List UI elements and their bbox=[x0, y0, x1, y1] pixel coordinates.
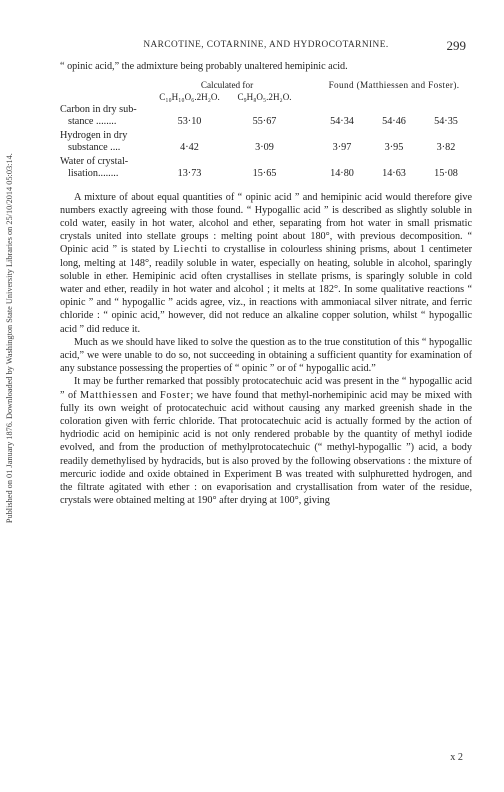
analysis-table bbox=[60, 80, 472, 181]
row-label bbox=[60, 130, 152, 155]
row-label bbox=[60, 104, 152, 129]
calc-value-1: 53·10 bbox=[177, 116, 202, 127]
paragraph-3-text-a: It may be further remarked that possibly protocatechuic acid was present in the “ hypogallic acid ” of bbox=[60, 376, 472, 401]
running-head bbox=[60, 40, 472, 56]
found-value-2: 54·46 bbox=[382, 116, 406, 127]
row-label-line-2: stance ........ bbox=[68, 116, 117, 127]
calc-value-1: 13·73 bbox=[177, 168, 202, 179]
signature-mark: x 2 bbox=[450, 752, 463, 763]
row-label-line-1: Hydrogen in dry bbox=[60, 129, 128, 141]
intro-paragraph: “ opinic acid,” the admixture being probably unaltered hemipinic acid. bbox=[60, 61, 348, 72]
body-text bbox=[60, 191, 472, 508]
row-label bbox=[60, 156, 152, 181]
calc-value-2: 3·09 bbox=[255, 142, 274, 153]
author-name-liechti: Liechti bbox=[173, 244, 208, 256]
paragraph-3-mid: and bbox=[138, 389, 160, 401]
paragraph-3 bbox=[60, 375, 472, 507]
row-label-line-1: Water of crystal- bbox=[60, 155, 129, 167]
paragraph-3-text-b: ; we have found that methyl-norhemipinic acid may be mixed with fully its own weight of protocatechuic acid without causing any marked greenish shade in the coloration given with ferric chloride. That protocatechuic acid is actually formed by the action of hydriodic acid on hemipinic acid is not only rendered probable by the quantity of methyl iodide evolved, and from the production of methylprotocatechuic (“ methyl-hypogallic ”) acid, a body readily demethylised by hydracids, but is also proved by the following observations : the mixture of mercuric iodide and oxide obtained in Experiment B was treated with sulphuretted hydrogen, and the filtrate agitated with ether : on evaporisation and crystallisation from water of the residue, crystals were obtained melting at 190° after drying at 100°, giving bbox=[60, 389, 472, 507]
calculated-head: Calculated for bbox=[200, 79, 254, 90]
formula-2: C₉H₈O₅.2H₂O. bbox=[237, 91, 292, 102]
formula-spacer bbox=[60, 92, 152, 103]
found-value-2: 3·95 bbox=[384, 142, 404, 153]
found-value-2: 14·63 bbox=[382, 168, 406, 179]
calc-value-2: 55·67 bbox=[252, 116, 277, 127]
table-row-hydrogen bbox=[60, 130, 472, 155]
row-label-line-1: Carbon in dry sub- bbox=[60, 103, 137, 115]
found-value-1: 14·80 bbox=[330, 168, 354, 179]
row-label-line-2: substance .... bbox=[68, 142, 121, 153]
row-label-line-2: lisation........ bbox=[68, 168, 119, 179]
found-head: Found (Matthiessen and Foster). bbox=[328, 79, 460, 90]
paragraph-1-text-a: A mixture of about equal quantities of “ opinic acid ” and hemipinic acid would therefore give numbers exactly agreeing with those found. “ Hypogallic acid ” is described as slightly soluble in cold water, easily in hot water, alcohol and ether, separating from hot water in small prismatic crystals united into stellate groups : melting point about 180°, with previous decomposition. “ Opinic acid ” is stated by bbox=[60, 191, 472, 256]
found-value-3: 3·82 bbox=[436, 142, 456, 153]
calc-value-1: 4·42 bbox=[180, 142, 199, 153]
table-row-water bbox=[60, 156, 472, 181]
found-value-1: 54·34 bbox=[330, 116, 354, 127]
download-notice: Published on 01 January 1876. Downloaded by Washington State University Libraries on 25/10/2014 05:03:14. bbox=[4, 153, 14, 523]
paragraph-2: Much as we should have liked to solve the question as to the true constitution of this “ hypogallic acid,” we were unable to do so, not succeeding in obtaining a sufficient quantity for examination of any substance possessing the properties of “ opinic ” or of “ hypogallic acid.” bbox=[60, 336, 472, 375]
side-note bbox=[2, 48, 18, 628]
page bbox=[60, 40, 472, 507]
author-name-matthiessen: Matthiessen bbox=[80, 389, 139, 401]
found-value-3: 54·35 bbox=[434, 116, 458, 127]
calc-value-2: 15·65 bbox=[252, 168, 277, 179]
formula-row bbox=[60, 92, 472, 103]
paragraph-1-text-b: to crystallise in colourless shining prisms, about 1 centimeter long, melting at 148°, readily soluble in water, especially on heating, soluble in alcohol, sparingly soluble in ether. Hemipinic acid often crystallises in stellate prisms, is sparingly soluble in cold water and ether, readily in hot water and alcohol ; it melts at 182°. In some qualitative reactions “ opinic ” and “ hypogallic ” acids agree, viz., in reactions with ammoniacal silver nitrate, and ferric chloride : “ opinic acid,” however, did not reduce an alkaline copper solution, whilst “ hypogallic acid ” did reduce it. bbox=[60, 244, 472, 335]
found-value-3: 15·08 bbox=[434, 168, 458, 179]
running-title: NARCOTINE, COTARNINE, AND HYDROCOTARNINE. bbox=[143, 40, 389, 50]
formula-1: C₁₀H₁₀O₆.2H₂O. bbox=[159, 91, 220, 102]
paragraph-1 bbox=[60, 191, 472, 336]
table-row-carbon bbox=[60, 104, 472, 129]
found-value-1: 3·97 bbox=[332, 142, 352, 153]
page-number: 299 bbox=[446, 38, 466, 53]
author-name-foster: Foster bbox=[159, 389, 191, 401]
table-head bbox=[60, 80, 472, 91]
